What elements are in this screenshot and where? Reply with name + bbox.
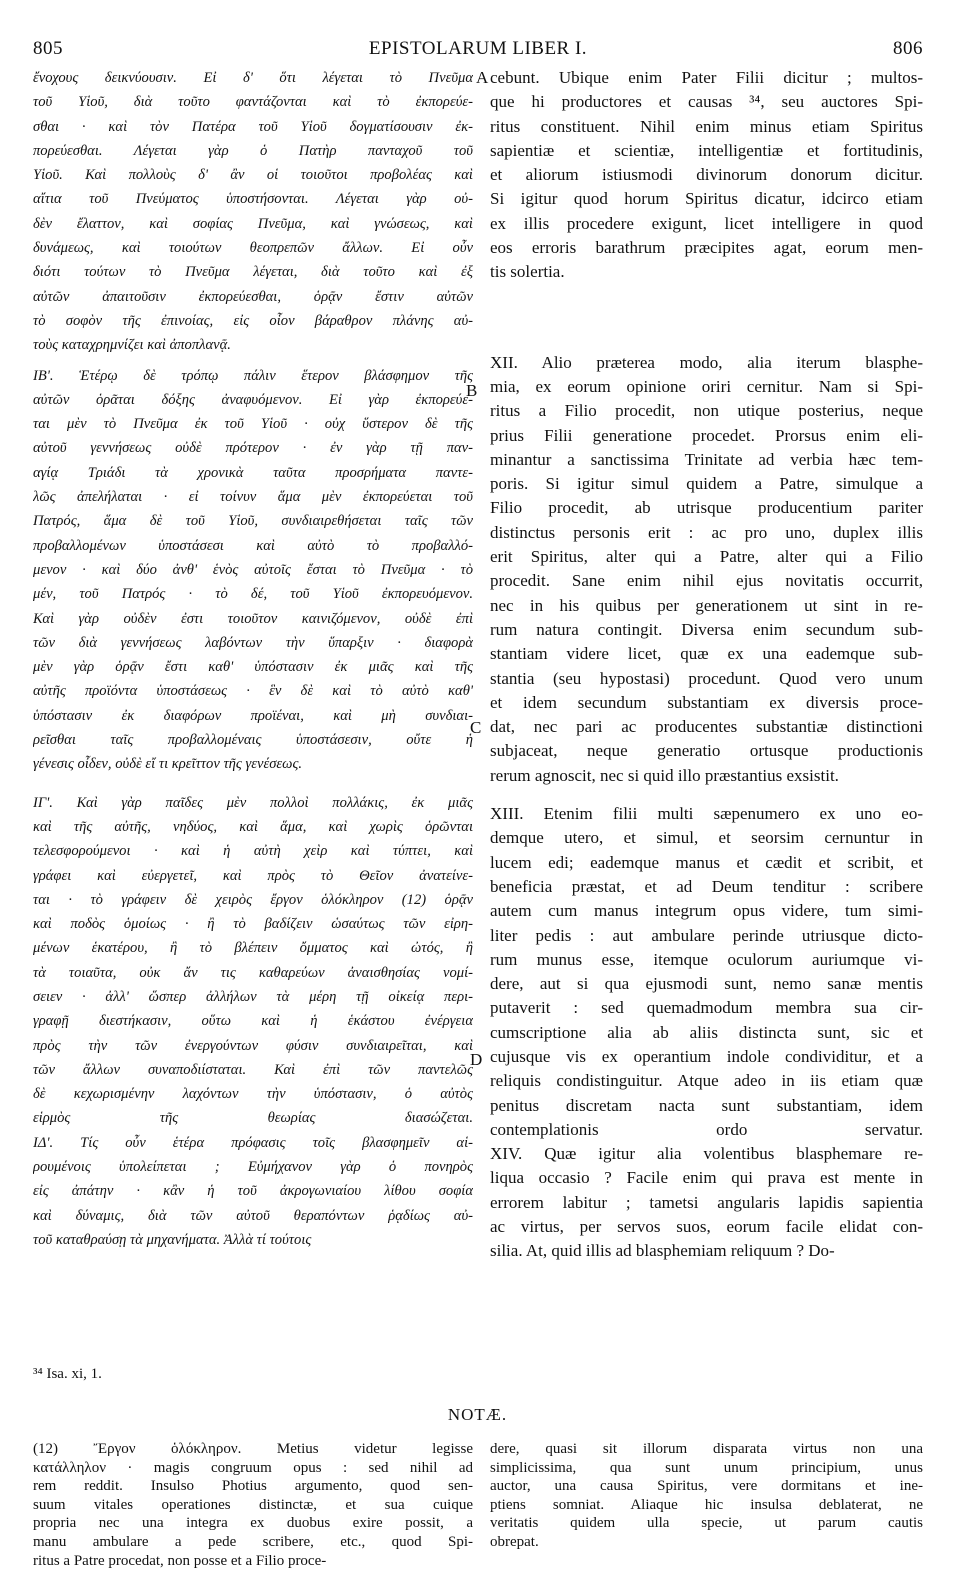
- greek-text-line: αὐτοῦ γεννήσεως οὐδὲ πρότερον · ἐν γὰρ τῇ παν-: [33, 440, 473, 457]
- greek-text-line: λῶς ἀπελήλαται · εἰ τοίνυν ἅμα μὲν ἐκπορεύεται τοῦ: [33, 489, 473, 506]
- greek-text-line: ΙΒ'. Ἑτέρῳ δὲ τρόπῳ πάλιν ἕτερον βλάσφημον τῆς: [33, 367, 473, 384]
- page-number-right: 806: [893, 38, 923, 59]
- latin-text-line: mia, ex eorum opinione oriri cernitur. Nam si Spi-: [490, 376, 923, 396]
- note-text-line: manu ambulare a pede scribere, etc., quod Spi-: [33, 1533, 473, 1550]
- greek-text-line: μέν, τοῦ Πατρός · τὸ δέ, τοῦ Υἱοῦ ἐκπορευόμενον.: [33, 586, 473, 603]
- greek-text-line: διότι τούτων τὸ Πνεῦμα λέγεται, διὰ τοῦτο καὶ ἐξ: [33, 264, 473, 281]
- greek-text-line: γράφει καὶ εὐεργετεῖ, καὶ πρὸς τὸ Θεῖον ἀνατείνε-: [33, 867, 473, 884]
- note-text-line: dere, quasi sit illorum disparata virtus non una: [490, 1441, 923, 1457]
- note-text-line: ptiens somniat. Aliaque hic insulsa deblaterat, ne: [490, 1496, 923, 1513]
- latin-text-line: rum natura contingit. Diversa enim secundum sub-: [490, 619, 923, 639]
- greek-paragraphs-13-14: [33, 791, 473, 1253]
- margin-letter-a: A: [476, 68, 489, 87]
- latin-text-line: et idem secundum substantiam ex diversis proce-: [490, 692, 923, 712]
- note-text-line: veritatis quidem ulla specie, ut parum cautis: [490, 1515, 923, 1532]
- latin-text-line: sapientiæ et scientiæ, intelligentiæ et fortitudinis,: [490, 140, 923, 160]
- page-number-left: 805: [33, 38, 63, 59]
- note-text-line: auctor, una causa Spiritus, vere dormitans et ine-: [490, 1478, 923, 1495]
- greek-text-line: τὸ σοφὸν τῆς ἐπινοίας, εἰς οἷον βάραθρον πλάνης αὐ-: [33, 312, 473, 329]
- note-text-line: simplicissima, qua sunt unum principium, unus: [490, 1459, 923, 1476]
- greek-text-line: ται · τὸ γράφειν δὲ χειρὸς ἔργον ὁλόκληρον (12) ὁρᾷν: [33, 891, 473, 908]
- greek-text-line: μὲν γὰρ ὁρᾷν ἔστι καθ' ὑπόστασιν ἐκ μιᾶς καὶ τῆς: [33, 659, 473, 676]
- notes-right-column: [490, 1440, 923, 1552]
- greek-text-line: γένεσις οἶδεν, οὐδὲ εἴ τι κρεῖττον τῆς γενέσεως.: [33, 756, 303, 773]
- greek-text-line: καὶ δύναμις, διὰ τῶν αὐτοῦ θεραπόντων ῥᾳδίως αὐ-: [33, 1207, 473, 1224]
- latin-text-line: ritus a Filio procedit, non utique posterius, neque: [490, 401, 923, 421]
- greek-column: [33, 66, 473, 1252]
- latin-paragraph-12: [490, 351, 923, 788]
- greek-text-line: τὰ τοιαῦτα, οὐκ ἄν τις καθαρεύων ἀναισθησίας νομί-: [33, 964, 473, 981]
- note-text-line: rem reddit. Insulso Photius argumento, quod sen-: [33, 1478, 473, 1495]
- latin-paragraph-1: [490, 66, 923, 285]
- note-text-line: suum vitales operationes distinctæ, et sua cuique: [33, 1496, 473, 1513]
- latin-text-line: Si igitur quod horum Spiritus dicatur, idcirco etiam: [490, 189, 923, 209]
- latin-text-line: autem cum manus integrum opus videre, tum simi-: [490, 901, 923, 921]
- greek-text-line: μένων ἑκατέρου, ἢ τὸ βλέπειν ὄμματος καὶ ὠτός, ἢ: [33, 940, 473, 957]
- greek-text-line: πορεύεσθαι. Λέγεται γὰρ ὁ Πατὴρ πανταχοῦ τοῦ: [33, 142, 473, 159]
- latin-text-line: cumscriptione alia ab aliis distincta sunt, sic et: [490, 1022, 923, 1042]
- latin-text-line: subjaceat, neque generatio ortusque productionis: [490, 741, 923, 761]
- latin-text-line: ritus constituent. Nihil enim minus etiam Spiritus: [490, 116, 923, 136]
- latin-text-line: tis solertia.: [490, 262, 565, 282]
- latin-text-line: poris. Si igitur simul quidem a Patre, simulque a: [490, 474, 923, 494]
- margin-letter-c: C: [470, 718, 482, 737]
- running-header: [33, 38, 923, 62]
- footnote: ³⁴ Isa. xi, 1.: [33, 1366, 102, 1382]
- latin-text-line: eos erroris barathrum præcipites agat, eorum men-: [490, 238, 923, 258]
- latin-paragraphs-13-14: [490, 802, 923, 1264]
- greek-text-line: σειεν · ἀλλ' ὥσπερ ἀλλήλων τὰ μέρη τῇ οἰκείᾳ περι-: [33, 988, 473, 1005]
- greek-text-line: αὐτῆς προϊόντα ὑποστάσεως · ἓν δὲ καὶ τὸ αὐτὸ καθ': [33, 683, 473, 700]
- greek-text-line: δὲ κεχωρισμένην λαχόντων τὴν ὑπόστασιν, ὁ αὐτὸς: [33, 1086, 473, 1103]
- latin-text-line: XIII. Etenim filii multi sæpenumero ex uno eo-: [490, 804, 923, 824]
- greek-text-line: εἰς ἀπάτην · κἂν ἡ τοῦ ἀκρογωνιαίου λίθου σοφία: [33, 1183, 473, 1200]
- latin-text-line: lucem edi; eademque manus et cædit et scribit, et: [490, 852, 923, 872]
- greek-text-line: καὶ ποδὸς ὁμοίως · ἢ τὸ βαδίζειν ὡσαύτως τῶν εἰρη-: [33, 916, 473, 933]
- greek-text-line: Υἱοῦ. Καὶ πολλοὺς δ' ἂν οἱ τοιοῦτοι προβολέας καὶ: [33, 167, 473, 184]
- latin-text-line: reliquis condistinguitur. Atque adeo in iis etiam quæ: [490, 1071, 923, 1091]
- greek-text-line: προβαλλομένων ὑποστάσεσι καὶ αὐτὸ τὸ προβαλλό-: [33, 537, 473, 554]
- latin-text-line: cebunt. Ubique enim Pater Filii dicitur ; multos-: [490, 68, 923, 87]
- note-text-line: κατάλληλον · magis congruum opus : sed nihil ad: [33, 1459, 473, 1476]
- margin-letter-b: B: [466, 381, 478, 400]
- latin-text-line: ac virtus, per servos suos, eorum facile elidat con-: [490, 1217, 923, 1237]
- greek-text-line: μενον · καὶ δύο ἀνθ' ἑνὸς αὐτοῖς ἔσται τὸ Πνεῦμα · τὸ: [33, 561, 473, 578]
- greek-text-line: αὐτῶν ὁρᾶται δόξης ἀναφυόμενον. Εἰ γὰρ ἐκπορεύε-: [33, 391, 473, 408]
- latin-text-line: silia. At, quid illis ad blasphemiam reliquum ? Do-: [490, 1241, 835, 1261]
- latin-text-line: erit Spiritus, alter qui a Patre, alter qui a Filio: [490, 547, 923, 567]
- latin-text-line: beneficia præstat, et ad Deum tenditur : scribere: [490, 876, 923, 896]
- latin-text-line: procedit. Sane enim nihil ejus novitatis occurrit,: [490, 571, 923, 591]
- latin-text-line: stantiam videre licet, quæ ex una eademque sub-: [490, 644, 923, 664]
- greek-text-line: τῶν ἄλλων συναποδιίσταται. Καὶ ἐπὶ τῶν παντελῶς: [33, 1061, 473, 1078]
- latin-text-line: XIV. Quæ igitur alia volentibus blasphemare re-: [490, 1144, 923, 1164]
- latin-text-line: dere, aut si qua ejusmodi sunt, nemo sanæ mentis: [490, 974, 923, 994]
- running-title: EPISTOLARUM LIBER I.: [368, 38, 588, 59]
- greek-paragraph-12: [33, 364, 473, 777]
- latin-text-line: et aliorum istiusmodi divinorum donorum dicitur.: [490, 165, 923, 185]
- greek-text-line: ΙΓ'. Καὶ γὰρ παῖδες μὲν πολλοὶ πολλάκις, ἐκ μιᾶς: [33, 794, 473, 811]
- greek-paragraph-1: [33, 66, 473, 358]
- greek-text-line: τοῦ Υἱοῦ, διὰ τοῦτο φαντάζονται καὶ τὸ ἐκπορεύε-: [33, 94, 473, 111]
- latin-text-line: minantur a sanctissima Trinitate ad verbia hæc tem-: [490, 449, 923, 469]
- latin-text-line: nec in his quibus per generationem ut sint in re-: [490, 595, 923, 615]
- latin-text-line: errorem labitur ; tametsi angularis lapidis sapientia: [490, 1192, 923, 1212]
- latin-text-line: putaverit : sed quemadmodum membra sua cir-: [490, 998, 923, 1018]
- latin-text-line: que hi productores et causas ³⁴, seu auctores Spi-: [490, 92, 923, 112]
- greek-text-line: γραφῇ διεστήκασιν, οὕτω καὶ ἡ ἑκάστου ἐνέργεια: [33, 1013, 473, 1030]
- greek-text-line: αγίᾳ Τριάδι τὰ χρονικὰ ταῦτα προσρήματα παντε-: [33, 464, 473, 481]
- note-text-line: (12) Ἔργον ὁλόκληρον. Metius videtur legisse: [33, 1441, 473, 1457]
- greek-text-line: ὑπόστασιν ἐκ διαφόρων προϊέναι, καὶ μὴ συνδιαι-: [33, 707, 473, 724]
- note-text-line: propria nec una integra ex duobus exire possit, a: [33, 1515, 473, 1532]
- latin-text-line: demque utero, et simul, et seorsim cernuntur in: [490, 828, 923, 848]
- greek-text-line: ΙΔ'. Τίς οὖν ἑτέρα πρόφασις τοῖς βλασφημεῖν αἱ-: [33, 1134, 473, 1151]
- greek-text-line: ται μὲν τὸ Πνεῦμα ἐκ τοῦ Υἱοῦ · οὐχ ὕστερον δὲ τῆς: [33, 416, 473, 433]
- greek-text-line: δυνάμεως, καὶ τοιούτων θεοπρεπῶν ἄλλων. Εἰ οὖν: [33, 240, 473, 257]
- greek-text-line: τῶν διὰ γεννήσεως λαβόντων τὴν ὕπαρξιν · διαφορὰ: [33, 634, 473, 651]
- greek-text-line: ρουμένοις ὑπολείπεται ; Εὐμήχανον γὰρ ὁ πονηρὸς: [33, 1159, 473, 1176]
- latin-text-line: prius Filii generatione procedet. Prorsus enim eli-: [490, 425, 923, 445]
- latin-text-line: ex illis procedere exigunt, licet intelligere in quod: [490, 213, 923, 233]
- notes-heading: NOTÆ.: [447, 1405, 508, 1424]
- latin-text-line: contemplationis ordo servatur.: [490, 1119, 923, 1139]
- greek-text-line: τοῦ καταθραύσῃ τὰ μηχανήματα. Ἀλλὰ τί τούτοις: [33, 1231, 312, 1248]
- latin-text-line: XII. Alio præterea modo, alia iterum blasphe-: [490, 352, 923, 372]
- greek-text-line: αὐτῶν ἀπαιτοῦσιν ἐκπορεύεσθαι, ὁρᾷν ἔστιν αὐτῶν: [33, 288, 473, 305]
- greek-text-line: εἱρμὸς τῆς θεωρίας διασώζεται.: [33, 1110, 473, 1127]
- greek-text-line: ἔνοχους δεικνύουσιν. Εἰ δ' ὅτι λέγεται τὸ Πνεῦμα: [33, 70, 473, 86]
- greek-text-line: Πατρός, ἅμα δὲ τοῦ Υἱοῦ, συνδιαιρεθήσεται ταῖς τῶν: [33, 513, 473, 530]
- latin-text-line: cujusque vis ex operantium indole condividitur, et a: [490, 1046, 923, 1066]
- latin-text-line: Filio procedit, ab utrisque producentium pariter: [490, 498, 923, 518]
- greek-text-line: καὶ τῆς αὐτῆς, νηδύος, καὶ ἅμα, καὶ χωρὶς ὁρῶνται: [33, 818, 473, 835]
- note-text-line: obrepat.: [490, 1533, 539, 1550]
- greek-text-line: σθαι · καὶ τὸν Πατέρα τοῦ Υἱοῦ δογματίσουσιν ἐκ-: [33, 118, 473, 135]
- greek-text-line: δὲν ἔλαττον, καὶ σοφίας Πνεῦμα, καὶ γνώσεως, καὶ: [33, 215, 473, 232]
- latin-text-line: rum munus esse, itemque oculorum auriumque vi-: [490, 949, 923, 969]
- greek-text-line: πρὸς τὴν τῶν ἐνεργούντων φύσιν συνδιαιρεῖται, καὶ: [33, 1037, 473, 1054]
- latin-column: [490, 66, 923, 1264]
- latin-text-line: distinctus personis erit : ac pro uno, duplex illis: [490, 522, 923, 542]
- greek-text-line: Καὶ γὰρ οὐδὲν ἐστι τοιοῦτον καινιζόμενον, οὐδὲ ἐπὶ: [33, 610, 473, 627]
- latin-text-line: liqua occasio ? Facile enim qui prava est mente in: [490, 1168, 923, 1188]
- greek-text-line: ρεῖσθαι ταῖς προβαλλομέναις ὑποστάσεσιν, οὔτε ἡ: [33, 732, 473, 749]
- latin-text-line: penitus discretam nacta sunt substantiam, idem: [490, 1095, 923, 1115]
- greek-text-line: τελεσφορούμενοι · καὶ ἡ αὐτὴ χεὶρ καὶ τύπτει, καὶ: [33, 843, 473, 860]
- latin-text-line: rerum agnoscit, nec si quid illo præstantius exsistit.: [490, 765, 839, 785]
- latin-text-line: stantia (seu hypostasi) procedunt. Quod vero unum: [490, 668, 923, 688]
- greek-text-line: τοὺς καταχρημνίζει καὶ ἀποπλανᾷ.: [33, 337, 231, 354]
- note-text-line: ritus a Patre procedat, non posse et a Filio proce-: [33, 1552, 327, 1569]
- latin-text-line: liter pedis : aut ambulare perinde utriusque dicto-: [490, 925, 923, 945]
- notes-left-column: [33, 1440, 473, 1570]
- latin-text-line: dat, nec pari ac producentes substantiæ distinctioni: [490, 717, 923, 737]
- margin-letter-d: D: [470, 1050, 483, 1069]
- greek-text-line: αἴτια τοῦ Πνεύματος ὑποστήσονται. Λέγεται γὰρ οὐ-: [33, 191, 473, 208]
